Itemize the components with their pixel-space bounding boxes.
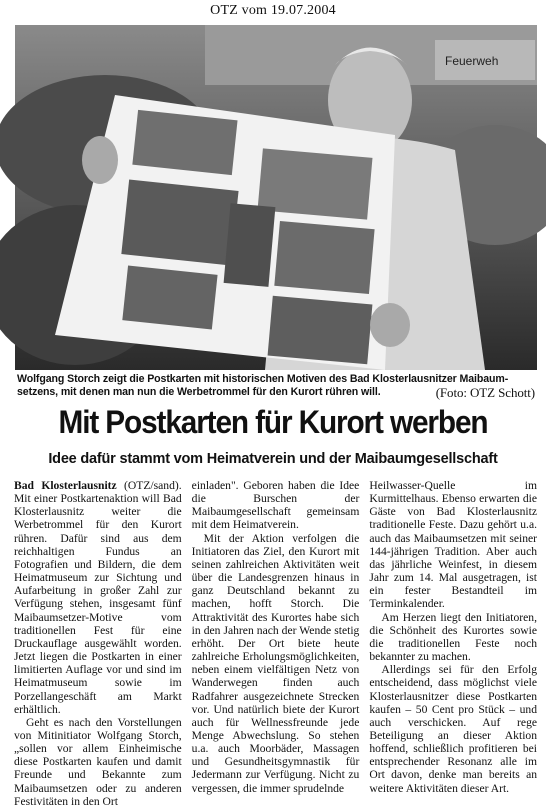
article-column-1 bbox=[14, 479, 182, 808]
article-column-2 bbox=[192, 479, 360, 797]
photo-credit: (Foto: OTZ Schott) bbox=[435, 385, 535, 400]
caption-text: Wolfgang Storch zeigt die Postkarten mit historischen Motiven des Bad Klosterlausnitzer Maibaum-setzens, mit denen man nun die Werbetrommel für den Kurort rühren will. bbox=[17, 373, 509, 398]
paragraph: Bad Klosterlausnitz (OTZ/sand). Mit einer Postkartenaktion will Bad Klosterlausnitz weiter die Werbetrommel für den Kurort rühren. Dafür sind aus dem reichhaltigen Fundus an Fotografien und Bildern, die dem Heimatmuseum zur Sichtung und Aufarbeitung in großer Zahl zur Verfügung stehen, insgesamt fünf Maibaumsetzer-Motive vom traditionellen Fest für eine Druckauflage ausgewählt worden. Jetzt liegen die Postkarten in einer limitierten Auflage vor und sind im Heimatmuseum sowie im Porzellangeschäft am Markt erhältlich. bbox=[14, 479, 182, 716]
paragraph: Mit der Aktion verfolgen die Initiatoren das Ziel, den Kurort mit seinen zahlreichen Aktivitäten weit über die Landesgrenzen hinaus in ganz Deutschland bekannt zu machen, hofft Storch. Die Attraktivität des Kurortes habe sich in den Jahren nach der Wende stetig erhöht. Der Ort biete heute zahlreiche Erholungsmöglichkeiten, neben einem vielfältigen Netz von Wanderwegen finden auch Radfahrer ausgezeichnete Strecken vor. Und natürlich biete der Kurort auch für Wellnessfreunde jede Menge Abwechslung. So stehen u.a. auch Moorbäder, Massagen und Gesundheitsgymnastik für Jedermann zur Verfügung. Nicht zu vergessen, die immer sprudelnde bbox=[191, 531, 360, 795]
article-column-3 bbox=[369, 479, 537, 797]
paragraph: Am Herzen liegt den Initiatoren, die Schönheit des Kurortes sowie die traditionellen Feste noch bekannter zu machen. bbox=[369, 610, 538, 664]
background-sign-text: Feuerweh bbox=[445, 54, 499, 68]
paragraph: Geht es nach den Vorstellungen von Mitinitiator Wolfgang Storch, „sollen vor allem Einheimische diese Postkarten kaufen und damit Freunde und Bekannte zum Maibaumsetzen oder zu anderen Festivitäten in den Ort bbox=[14, 715, 182, 808]
headline: Mit Postkarten für Kurort werben bbox=[58, 404, 488, 440]
article-photo bbox=[15, 25, 537, 370]
photo-illustration bbox=[15, 25, 537, 370]
postcard-poster bbox=[55, 95, 395, 370]
paragraph: Allerdings sei für den Erfolg entscheidend, dass möglichst viele Klosterlausnitzer diese Postkarten kaufen – 50 Cent pro Stück – und auch verschicken. Auf rege Beteiligung an dieser Aktion hoffend, schließlich profitieren bei entsprechender Resonanz alle im Ort davon, denke man bereits an weitere Aktivitäten dieser Art. bbox=[369, 663, 538, 795]
paragraph: Heilwasser-Quelle im Kurmittelhaus. Ebenso erwarten die Gäste von Bad Klosterlausnitz traditionelle Feste. Dazu gehört u.a. auch das Maibaumsetzen mit seiner 144-jährigen Tradition. Aber auch das jährliche Weinfest, in diesem Jahr zum 14. Mal ausgetragen, ist ein fester Bestandteil im Terminkalender. bbox=[369, 479, 538, 611]
dateline: Bad Klosterlausnitz bbox=[14, 479, 117, 492]
photo-caption bbox=[17, 373, 537, 399]
paragraph: einladen". Geboren haben die Idee die Burschen der Maibaumgesellschaft gemeinsam mit dem Heimatverein. bbox=[191, 479, 360, 532]
source-line: OTZ vom 19.07.2004 bbox=[210, 3, 336, 18]
article-body bbox=[14, 479, 538, 808]
subheadline: Idee dafür stammt vom Heimatverein und der Maibaumgesellschaft bbox=[48, 451, 498, 467]
